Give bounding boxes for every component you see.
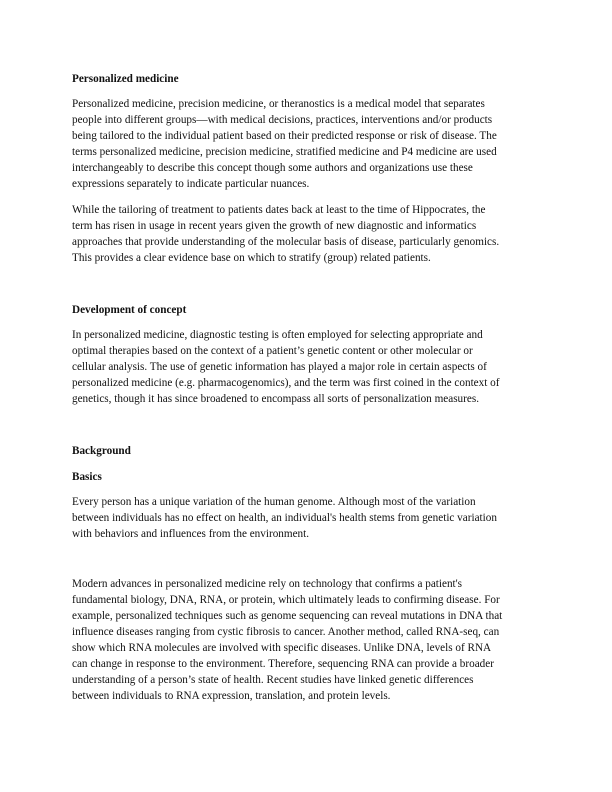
- text-line: Personalized medicine, precision medicine, or theranostics is a medical model that separates: [72, 98, 485, 110]
- text-line: with behaviors and influences from the environment.: [72, 528, 310, 540]
- text-line: people into different groups—with medical decisions, practices, interventions and/or products: [72, 114, 493, 126]
- text-line: expressions separately to indicate particular nuances.: [72, 178, 310, 190]
- section-heading-background: Background: [72, 445, 131, 457]
- text-line: interchangeably to describe this concept though some authors and organizations use these: [72, 162, 473, 174]
- text-line: between individuals to RNA expression, translation, and protein levels.: [72, 690, 391, 702]
- text-line: fundamental biology, DNA, RNA, or protein, which ultimately leads to confirming disease. For: [72, 594, 500, 606]
- text-line: terms personalized medicine, precision medicine, stratified medicine and P4 medicine are used: [72, 146, 497, 158]
- text-line: cellular analysis. The use of genetic information has played a major role in certain aspects of: [72, 361, 487, 373]
- text-line: can change in response to the environment. Therefore, sequencing RNA can provide a broader: [72, 658, 494, 670]
- text-line: example, personalized techniques such as genome sequencing can reveal mutations in DNA that: [72, 610, 503, 622]
- text-line: term has risen in usage in recent years given the growth of new diagnostic and informatics: [72, 220, 477, 232]
- text-line: Modern advances in personalized medicine rely on technology that confirms a patient's: [72, 578, 463, 590]
- text-line: personalized medicine (e.g. pharmacogenomics), and the term was first coined in the context of: [72, 377, 500, 389]
- text-line: While the tailoring of treatment to patients dates back at least to the time of Hippocrates, the: [72, 204, 486, 216]
- text-line: understanding of a person’s state of health. Recent studies have linked genetic differences: [72, 674, 474, 686]
- text-line: influence diseases ranging from cystic fibrosis to cancer. Another method, called RNA-seq, can: [72, 626, 500, 638]
- text-line: between individuals has no effect on health, an individual's health stems from genetic variation: [72, 512, 497, 524]
- text-line: being tailored to the individual patient based on their predicted response or risk of disease. The: [72, 130, 497, 142]
- text-line: In personalized medicine, diagnostic testing is often employed for selecting appropriate and: [72, 329, 483, 341]
- text-line: approaches that provide understanding of the molecular basis of disease, particularly genomics.: [72, 236, 500, 248]
- subsection-heading-basics: Basics: [72, 471, 102, 483]
- text-line: show which RNA molecules are involved with specific diseases. Unlike DNA, levels of RNA: [72, 642, 492, 654]
- text-line: Every person has a unique variation of the human genome. Although most of the variation: [72, 496, 476, 508]
- text-line: This provides a clear evidence base on which to stratify (group) related patients.: [72, 252, 431, 264]
- section-heading-personalized-medicine: Personalized medicine: [72, 73, 179, 85]
- text-line: optimal therapies based on the context of a patient’s genetic content or other molecular or: [72, 345, 473, 357]
- section-heading-development-of-concept: Development of concept: [72, 304, 187, 316]
- text-line: genetics, though it has since broadened to encompass all sorts of personalization measures.: [72, 393, 479, 405]
